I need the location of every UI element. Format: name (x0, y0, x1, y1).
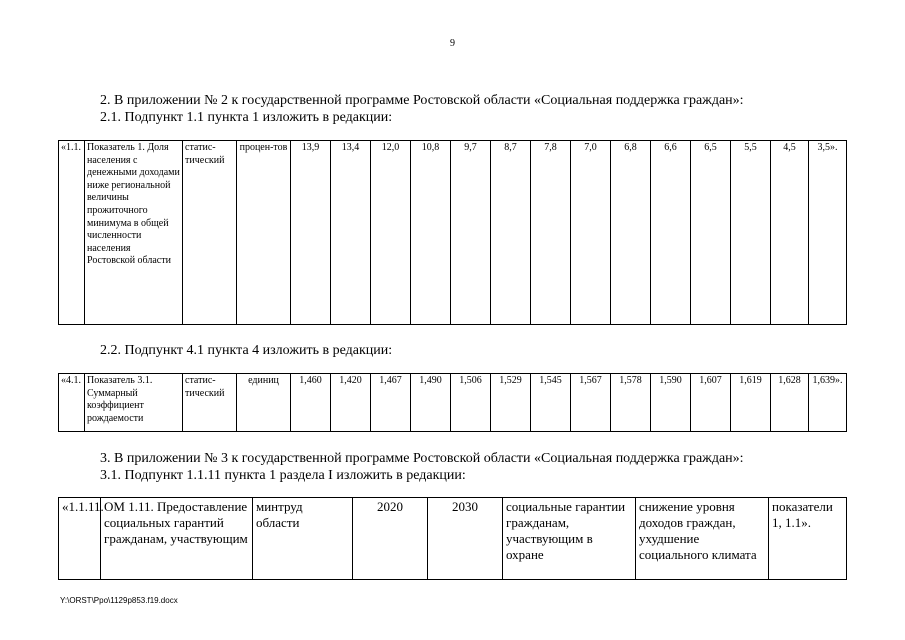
value-cell: 1,506 (451, 374, 491, 432)
value-cell: 1,628 (771, 374, 809, 432)
related-indicators: показатели 1, 1.1». (769, 498, 847, 580)
indicator-name: Показатель 3.1. Суммарный коэффициент рождаемости (85, 374, 183, 432)
indicator-name: Показатель 1. Доля населения с денежными доходами ниже региональной величины прожиточного минимума в общей численности населения Ростовской области (85, 141, 183, 325)
value-cell: 1,607 (691, 374, 731, 432)
expected-result: социальные гарантии гражданам, участвующим в охране (503, 498, 636, 580)
value-cell: 5,5 (731, 141, 771, 325)
paragraph-3-1: 3.1. Подпункт 1.1.11 пункта 1 раздела I изложить в редакции: (100, 468, 466, 483)
value-cell: 6,8 (611, 141, 651, 325)
indicator-type: статис-тический (183, 374, 237, 432)
value-cell: 1,529 (491, 374, 531, 432)
paragraph-2-2: 2.2. Подпункт 4.1 пункта 4 изложить в редакции: (100, 343, 393, 358)
value-cell: 8,7 (491, 141, 531, 325)
value-cell: 1,578 (611, 374, 651, 432)
value-cell: 6,5 (691, 141, 731, 325)
value-cell: 1,567 (571, 374, 611, 432)
start-year: 2020 (353, 498, 428, 580)
table-row (59, 374, 847, 432)
consequence: снижение уровня доходов граждан, ухудшение социального климата (636, 498, 769, 580)
indicator-type: статис-тический (183, 141, 237, 325)
table-row (59, 141, 847, 325)
paragraph-2: 2. В приложении № 2 к государственной программе Ростовской области «Социальная поддержка граждан»: (100, 93, 744, 108)
end-year: 2030 (428, 498, 503, 580)
table-row (59, 498, 847, 580)
value-cell: 10,8 (411, 141, 451, 325)
value-cell: 1,420 (331, 374, 371, 432)
value-cell: 1,490 (411, 374, 451, 432)
row-number: «4.1. (59, 374, 85, 432)
value-cell: 13,4 (331, 141, 371, 325)
indicator-unit: единиц (237, 374, 291, 432)
executor: минтруд области (253, 498, 353, 580)
measure-name: ОМ 1.11. Предоставление социальных гарантий гражданам, участвующим (101, 498, 253, 580)
value-cell: 1,639». (809, 374, 847, 432)
value-cell: 1,467 (371, 374, 411, 432)
value-cell: 9,7 (451, 141, 491, 325)
value-cell: 1,590 (651, 374, 691, 432)
page-number: 9 (450, 38, 455, 49)
indicator-unit: процен-тов (237, 141, 291, 325)
value-cell: 13,9 (291, 141, 331, 325)
value-cell: 12,0 (371, 141, 411, 325)
value-cell: 3,5». (809, 141, 847, 325)
indicator-table-2 (58, 373, 847, 432)
value-cell: 6,6 (651, 141, 691, 325)
measures-table (58, 497, 847, 580)
paragraph-3: 3. В приложении № 3 к государственной программе Ростовской области «Социальная поддержка граждан»: (100, 451, 744, 466)
value-cell: 1,619 (731, 374, 771, 432)
value-cell: 4,5 (771, 141, 809, 325)
value-cell: 1,460 (291, 374, 331, 432)
value-cell: 1,545 (531, 374, 571, 432)
value-cell: 7,0 (571, 141, 611, 325)
value-cell: 7,8 (531, 141, 571, 325)
row-number: «1.1.11. (59, 498, 101, 580)
file-path-footer: Y:\ORST\Ppo\1129p853.f19.docx (60, 596, 178, 605)
indicator-table-1 (58, 140, 847, 325)
paragraph-2-1: 2.1. Подпункт 1.1 пункта 1 изложить в редакции: (100, 110, 393, 125)
row-number: «1.1. (59, 141, 85, 325)
